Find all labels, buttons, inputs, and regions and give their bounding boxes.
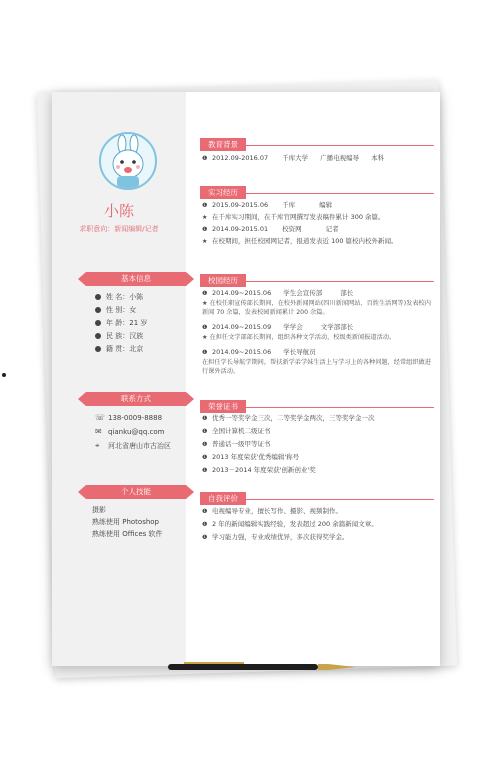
info-row-ethnicity: 民 族：汉族 [95,331,143,341]
experience-heading: 实习经历 [200,180,434,194]
email-icon: ✉ [95,427,102,436]
education-heading: 教育背景 [200,132,434,146]
contact-phone: ☏ 138-0009-8888 [95,413,163,422]
candidate-name: 小陈 [103,202,134,220]
contact-address: ⌖ 河北省唐山市古冶区 [95,441,171,450]
resume-sheet [52,92,440,666]
margin-dot [2,373,6,377]
award-item: ❶ 2013 年度荣获'优秀编辑'称号 [202,453,300,461]
location-icon: ⌖ [95,441,100,450]
award-item: ❶ 普通话一级甲等证书 [202,440,271,448]
cartoon-avatar-icon [101,134,155,188]
basic-info-banner: 基本信息 [86,272,186,286]
info-row-gender: 性 别：女 [95,305,136,315]
campus-heading: 校园经历 [200,268,434,282]
experience-row: ❶ 2014.09-2015.01 校资网 记者 [202,225,339,233]
education-row: ❶ 2012.09-2016.07 千库大学 广播电视编导 本科 [202,154,385,162]
skill-item: 熟练使用 Offices 软件 [92,530,163,538]
award-item: ❶ 优秀一等奖学金三次，二等奖学金两次，三等奖学金一次 [202,414,375,422]
info-row-hometown: 籍 贯：北京 [95,344,143,354]
self-eval-item: ❶ 学习能力强，专业成绩优异，多次获得奖学金。 [202,533,349,541]
campus-row: ❶ 2014.09~2015.06 学生会宣传部 部长 [202,289,354,297]
info-row-name: 姓 名：小陈 [95,292,143,302]
skill-item: 熟练使用 Photoshop [92,518,160,526]
info-row-age: 年 龄：21 岁 [95,318,147,328]
job-intent: 求职意向：新闻编辑/记者 [79,225,159,233]
phone-icon: ☏ [95,413,106,422]
self-eval-item: ❶ 电视编导专业，擅长写作、摄影、视频制作。 [202,507,342,515]
contact-email: ✉ qianku@qq.com [95,427,165,436]
campus-row: ❶ 2014.09~2015.09 学学会 文学部部长 [202,323,354,331]
contact-banner: 联系方式 [86,392,186,406]
skills-banner: 个人技能 [86,485,186,499]
award-item: ❶ 2013－2014 年度荣获'创新创业'奖 [202,466,316,474]
experience-desc: ★ 在校期间，担任校园网记者，报道发表近 100 篇校内校外新闻。 [202,237,398,245]
experience-desc: ★ 在千库实习期间，在千库官网撰写发表稿件累计 300 余篇。 [202,213,385,221]
self-eval-item: ❶ 2 年的新闻编辑实践经验，发表超过 200 余篇新闻文章。 [202,520,378,528]
skill-item: 摄影 [92,506,106,514]
campus-row: ❶ 2014.09~2015.06 学长导航员 [202,348,316,356]
avatar [99,132,157,190]
experience-row: ❶ 2015.09-2015.06 千库 编辑 [202,201,333,209]
campus-desc: 在担任学长导航学期间，帮扶新学弟学妹生活上与学习上的各种问题，经常组织做进行课外活动。 [202,359,431,375]
campus-desc: ★ 在校任职宣传部长期间，在校外新闻网站(四川新闻网站、百姓生活网等)发表校内新闻 70 余篇，发表校园新闻累计 200 余篇。 [202,300,431,316]
award-item: ❶ 全国计算机二级证书 [202,427,271,435]
pen-icon [168,660,358,674]
awards-heading: 荣誉证书 [200,394,434,408]
campus-desc: ★ 在担任文学部部长期间，组织各种文学活动，校级类新闻报道活动。 [202,334,396,341]
self-eval-heading: 自我评价 [200,486,434,500]
